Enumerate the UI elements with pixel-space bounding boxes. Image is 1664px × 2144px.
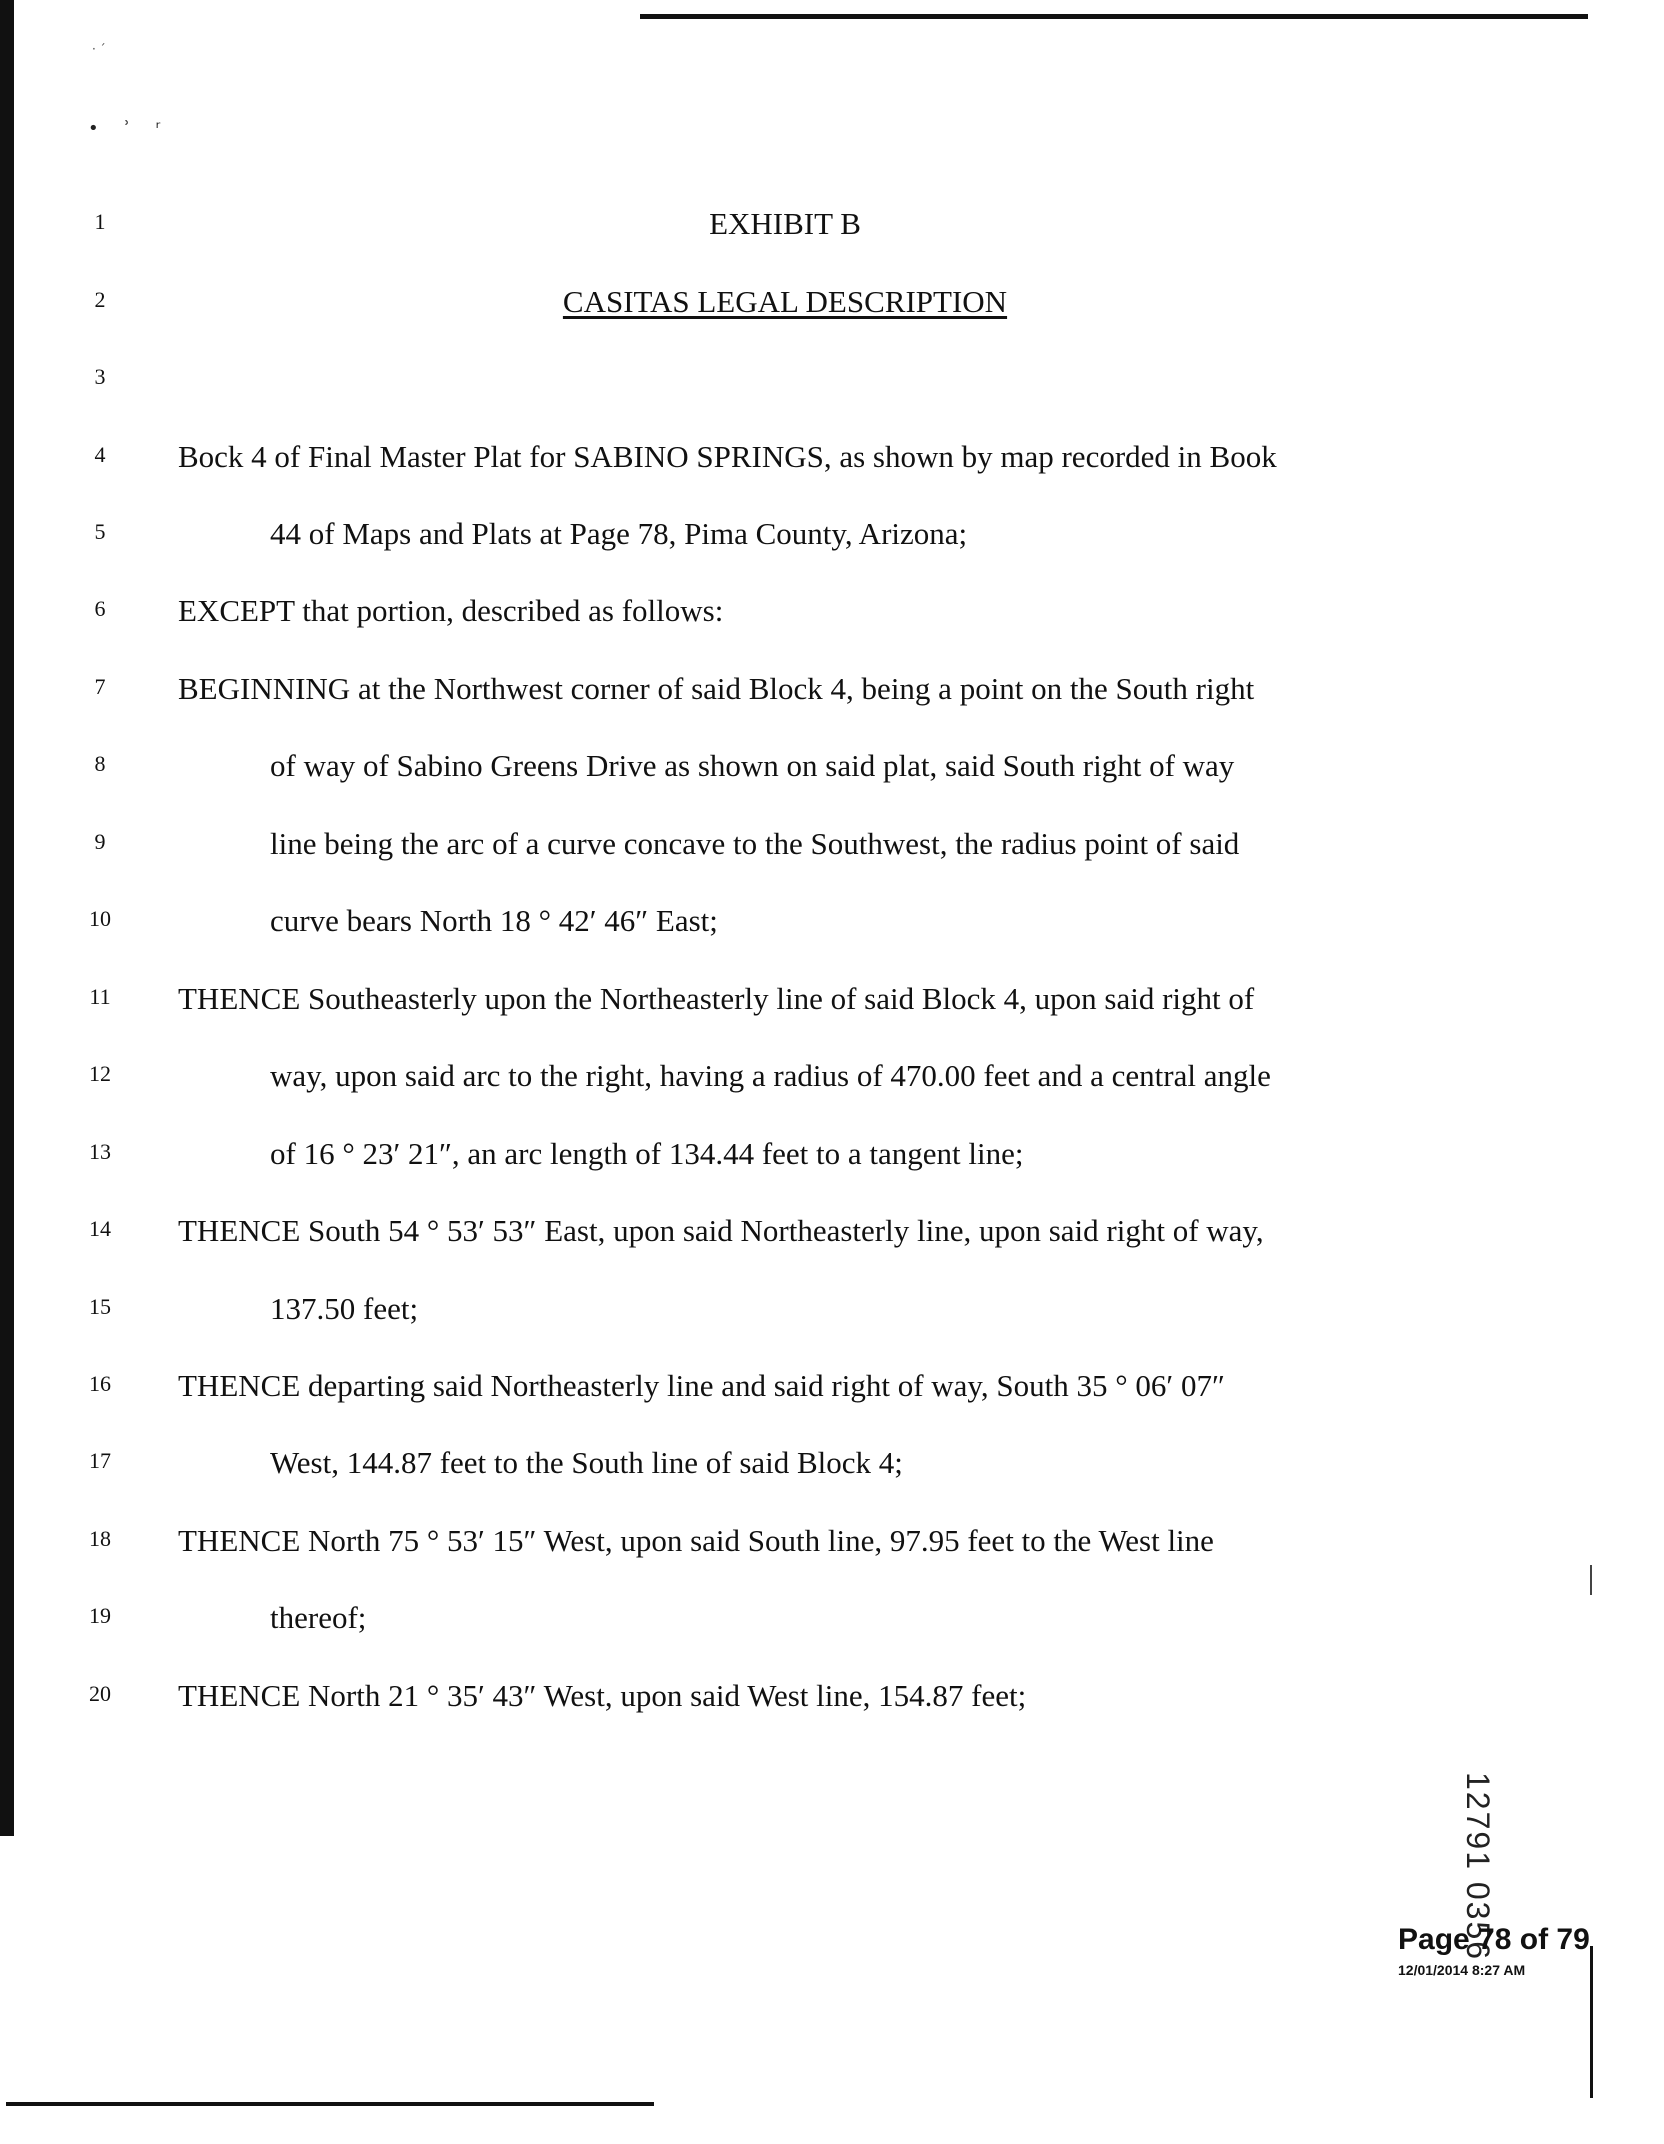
text-line: curve bears North 18 ° 42′ 46″ East;: [270, 903, 718, 938]
line-number: 20: [89, 1681, 111, 1706]
line-number: 12: [89, 1061, 111, 1086]
bottom-rule: [6, 2102, 654, 2106]
text-line: thereof;: [270, 1600, 367, 1635]
line-number: 3: [94, 364, 106, 389]
text-line: THENCE South 54 ° 53′ 53″ East, upon said Northeasterly line, upon said right of way,: [178, 1213, 1264, 1248]
text-line: THENCE Southeasterly upon the Northeasterly line of said Block 4, upon said right of: [178, 981, 1255, 1016]
text-line: BEGINNING at the Northwest corner of said Block 4, being a point on the South right: [178, 671, 1255, 706]
line-number: 1: [94, 209, 106, 234]
text-line: West, 144.87 feet to the South line of said Block 4;: [270, 1445, 903, 1480]
line-number: 14: [89, 1216, 111, 1241]
text-line: Bock 4 of Final Master Plat for SABINO SPRINGS, as shown by map recorded in Book: [178, 439, 1277, 474]
scan-specks: • ʾ ʳ: [88, 118, 171, 139]
line-number: 13: [89, 1139, 111, 1164]
line-number: 18: [89, 1526, 111, 1551]
line-number: 11: [89, 984, 111, 1009]
line-number: 8: [94, 751, 106, 776]
text-line: way, upon said arc to the right, having a radius of 470.00 feet and a central angle: [270, 1058, 1271, 1093]
line-number: 15: [89, 1294, 111, 1319]
recording-number-stamp: 12791 0356: [1460, 1772, 1496, 1962]
text-line: 44 of Maps and Plats at Page 78, Pima County, Arizona;: [270, 516, 968, 551]
line-number: 5: [94, 519, 106, 544]
line-number: 9: [94, 829, 106, 854]
line-number: 17: [89, 1448, 111, 1473]
text-line: of way of Sabino Greens Drive as shown on said plat, said South right of way: [270, 748, 1235, 783]
line-number: 19: [89, 1603, 111, 1628]
text-line: of 16 ° 23′ 21″, an arc length of 134.44 feet to a tangent line;: [270, 1136, 1024, 1171]
text-line: line being the arc of a curve concave to the Southwest, the radius point of said: [270, 826, 1240, 861]
scan-specks-2: · ˊ: [92, 42, 106, 56]
right-edge-tick: [1590, 1565, 1592, 1595]
line-number: 6: [94, 596, 106, 621]
line-number: 2: [94, 287, 106, 312]
text-line: EXCEPT that portion, described as follows:: [178, 593, 724, 628]
page-number-stamp: Page 78 of 79: [1398, 1923, 1590, 1956]
text-line: 137.50 feet;: [270, 1291, 419, 1326]
line-number: 16: [89, 1371, 111, 1396]
text-line: THENCE departing said Northeasterly line and said right of way, South 35 ° 06′ 07″: [178, 1368, 1225, 1403]
right-edge-bar: [1590, 1946, 1593, 2098]
recording-datetime-stamp: 12/01/2014 8:27 AM: [1398, 1962, 1526, 1978]
document-subtitle: CASITAS LEGAL DESCRIPTION: [562, 284, 1008, 319]
document-title: EXHIBIT B: [709, 206, 861, 241]
line-number: 4: [94, 442, 106, 467]
top-rule: [640, 14, 1588, 19]
line-number: 10: [89, 906, 111, 931]
scan-edge-bar: [0, 0, 14, 1836]
text-line: THENCE North 75 ° 53′ 15″ West, upon said South line, 97.95 feet to the West line: [178, 1523, 1214, 1558]
text-line: THENCE North 21 ° 35′ 43″ West, upon said West line, 154.87 feet;: [178, 1678, 1027, 1713]
line-number: 7: [94, 674, 106, 699]
